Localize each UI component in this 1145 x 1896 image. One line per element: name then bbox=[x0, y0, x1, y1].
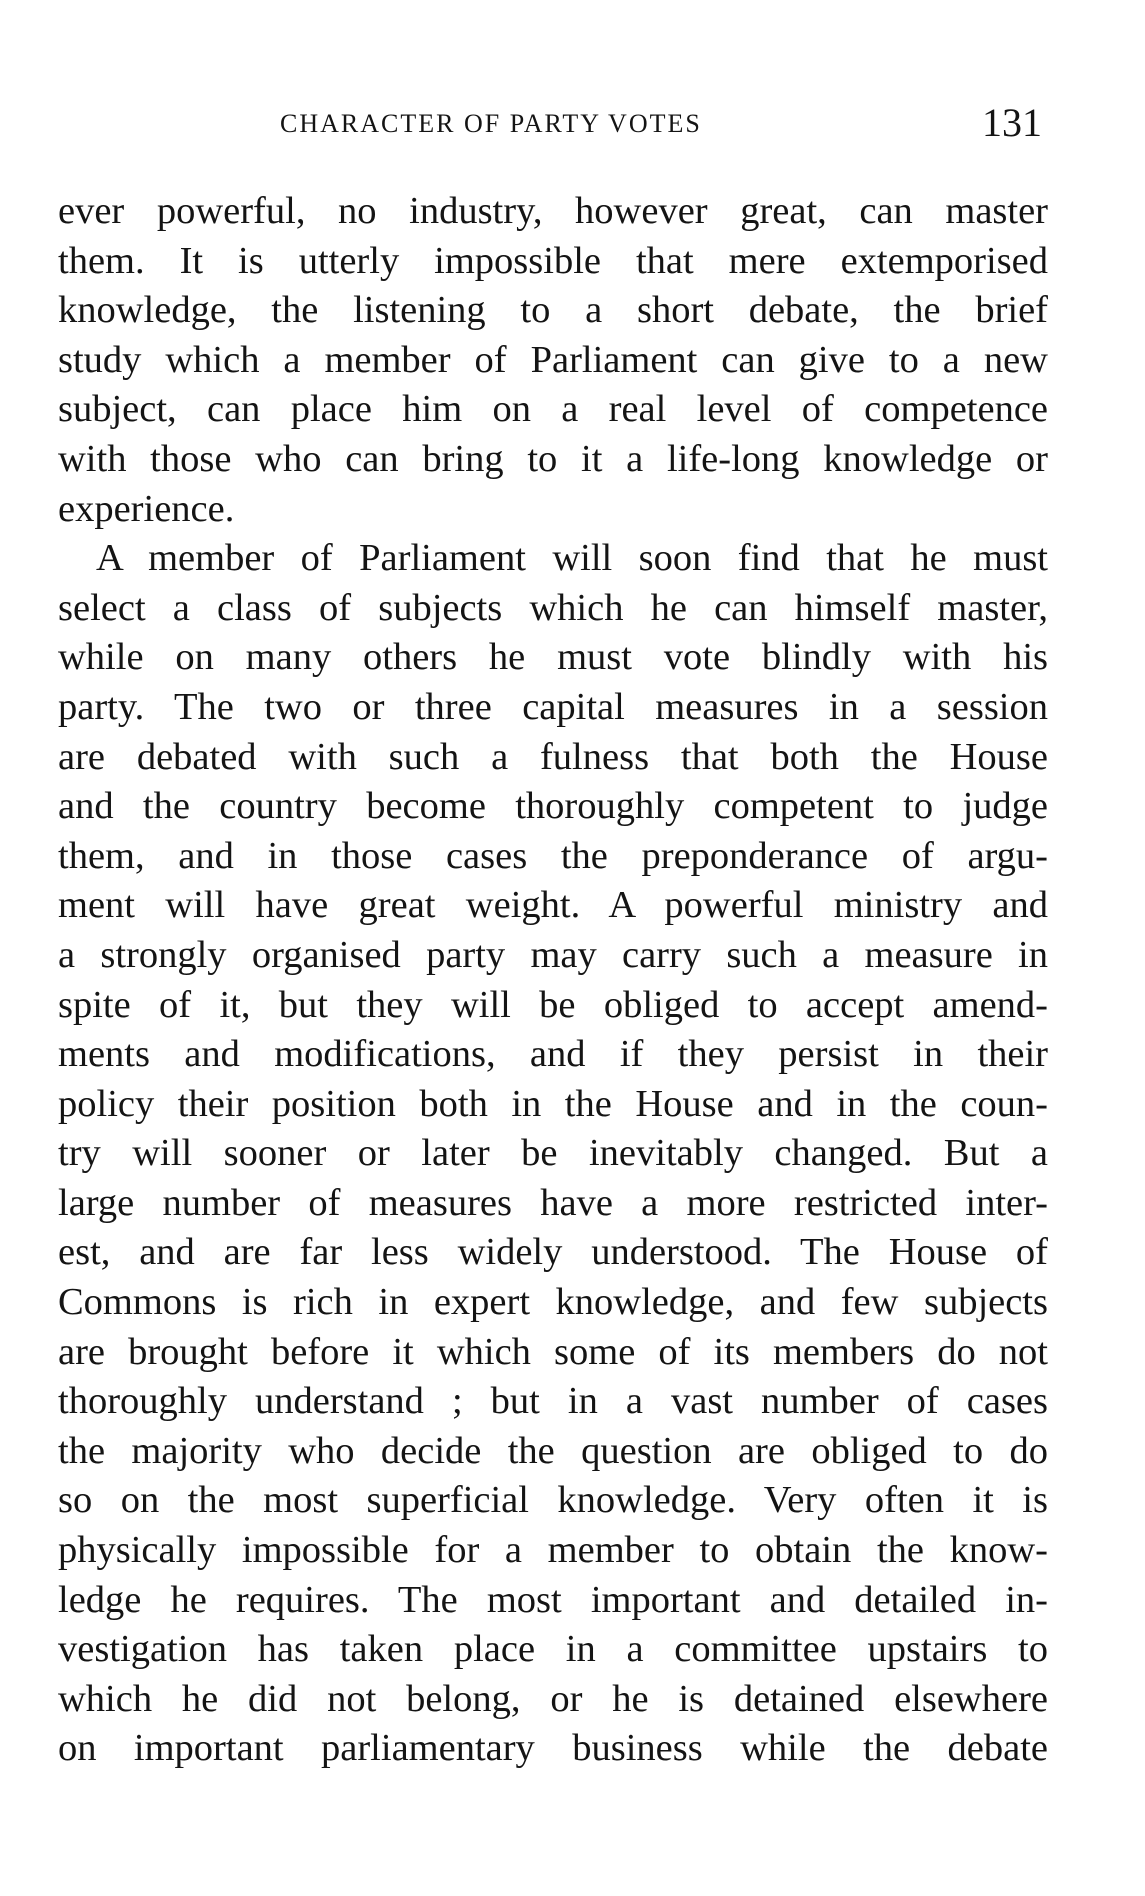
text-line: vestigation has taken place in a committee upstairs to bbox=[58, 1628, 1048, 1671]
text-line: experience. bbox=[58, 487, 235, 530]
text-line: ever powerful, no industry, however great, can master bbox=[58, 190, 1048, 232]
text-line: and the country become thoroughly competent to judge bbox=[58, 785, 1048, 828]
text-line: party. The two or three capital measures in a session bbox=[58, 685, 1048, 728]
text-line: which he did not belong, or he is detained elsewhere bbox=[58, 1677, 1048, 1720]
text-line: thoroughly understand ; but in a vast number of cases bbox=[58, 1380, 1048, 1423]
text-line: study which a member of Parliament can give to a new bbox=[58, 338, 1048, 381]
text-line: try will sooner or later be inevitably changed. But a bbox=[58, 1132, 1048, 1175]
text-line: with those who can bring to it a life-long knowledge or bbox=[58, 437, 1048, 480]
text-line: select a class of subjects which he can himself master, bbox=[58, 586, 1048, 629]
text-line: A member of Parliament will soon find that he must bbox=[96, 537, 1048, 580]
text-line: spite of it, but they will be obliged to accept amend- bbox=[58, 983, 1048, 1026]
text-line: policy their position both in the House and in the coun- bbox=[58, 1082, 1048, 1125]
text-line: ledge he requires. The most important and detailed in- bbox=[58, 1578, 1048, 1621]
running-title: CHARACTER OF PARTY VOTES bbox=[280, 109, 702, 138]
text-line: ment will have great weight. A powerful ministry and bbox=[58, 884, 1048, 927]
text-line: so on the most superficial knowledge. Very often it is bbox=[58, 1479, 1048, 1522]
text-line: them, and in those cases the preponderance of argu- bbox=[58, 834, 1048, 877]
page-number: 131 bbox=[982, 100, 1042, 145]
text-line: est, and are far less widely understood. The House of bbox=[58, 1231, 1048, 1274]
text-line: on important parliamentary business while the debate bbox=[58, 1727, 1048, 1770]
text-line: subject, can place him on a real level of competence bbox=[58, 388, 1048, 431]
running-head bbox=[58, 95, 1048, 155]
text-line: knowledge, the listening to a short debate, the brief bbox=[58, 289, 1048, 332]
text-line: ments and modifications, and if they persist in their bbox=[58, 1033, 1048, 1076]
text-line: a strongly organised party may carry such a measure in bbox=[58, 933, 1048, 976]
text-line: physically impossible for a member to obtain the know- bbox=[58, 1529, 1048, 1572]
text-line: while on many others he must vote blindly with his bbox=[58, 636, 1048, 679]
text-line: are brought before it which some of its members do not bbox=[58, 1330, 1048, 1373]
body-text bbox=[58, 187, 1048, 1774]
text-line: them. It is utterly impossible that mere extemporised bbox=[58, 239, 1048, 282]
text-line: are debated with such a fulness that both the House bbox=[58, 735, 1048, 778]
text-line: Commons is rich in expert knowledge, and few subjects bbox=[58, 1281, 1048, 1324]
text-line: the majority who decide the question are obliged to do bbox=[58, 1429, 1048, 1472]
text-line: large number of measures have a more restricted inter- bbox=[58, 1181, 1048, 1224]
